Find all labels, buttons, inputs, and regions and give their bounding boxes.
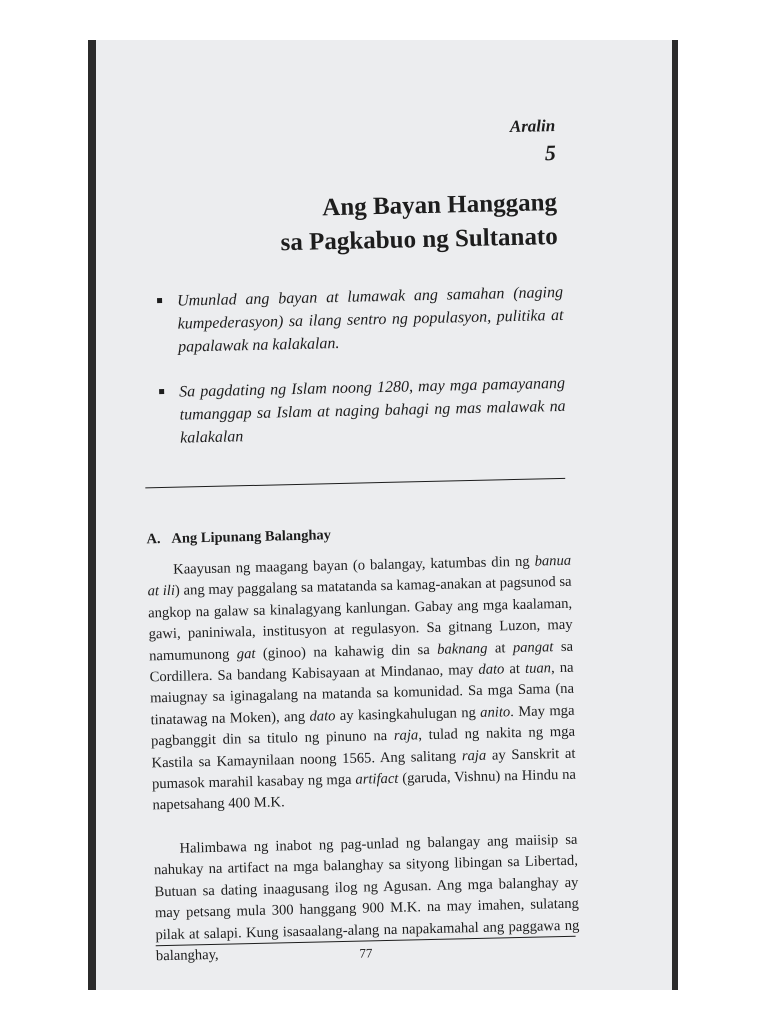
italic-term: baknang	[436, 640, 488, 658]
italic-term: banua at ili	[147, 552, 572, 600]
text-run: , tulad ng nakita ng mga Kastila sa Kamaynilaan noong 1565. Ang salitang	[151, 723, 576, 771]
body-text	[147, 551, 581, 990]
text-run: (ginoo) na kahawig din sa	[255, 641, 438, 662]
italic-term: raja	[461, 747, 487, 764]
summary-bullet-text: Umunlad ang bayan at lumawak ang samahan (naging kumpederasyon) sa ilang sentro ng populasyon, pulitika at papalawak na kalakalan.	[176, 283, 564, 356]
text-run: ay kasingkahulugan ng	[335, 704, 481, 724]
italic-term: anito	[480, 704, 511, 721]
italic-term: dato	[478, 661, 505, 678]
book-page	[96, 40, 672, 990]
summary-bullet	[155, 372, 566, 450]
page-number: 77	[359, 945, 373, 961]
text-run: Kaayusan ng maagang bayan (o balangay, katumbas din ng	[173, 553, 535, 578]
italic-term: pangat	[512, 638, 554, 656]
body-paragraph: Halimbawa ng inabot ng pag-unlad ng balangay ang maiisip sa nahukay na artifact na mga balanghay sa sityong libingan sa Libertad, Butuan sa dating inaagusang ilog ng Agusan. Ang mga balanghay ay may petsang mula 300 hanggang 900 M.K. na may imahen, sulatang pilak at salapi. Kung isasaalang-alang na napakamahal ang paggawa ng balanghay,	[153, 831, 580, 965]
text-run: , na maiugnay sa iginagalang na matanda sa komunidad. Sa mga Sama (na tinatawag na Moken), ang	[149, 659, 575, 729]
divider-rule	[145, 478, 565, 489]
square-bullet-icon	[157, 298, 162, 303]
italic-term: tuan	[524, 660, 552, 677]
text-run: at	[487, 639, 514, 657]
chapter-title-line-1: Ang Bayan Hanggang	[321, 188, 558, 222]
text-run: ) ang may paggalang sa matatanda sa kamag-anakan at pagsunod sa angkop na galaw sa kinalagyang kanlungan. Gabay ang mga kaalaman, gawi, paniniwala, institusyon at regulasyon. Sa gitnang Luzon, may namumunong	[147, 574, 573, 664]
summary-bullet	[153, 281, 564, 359]
body-paragraph	[147, 551, 577, 817]
section-heading	[146, 527, 331, 548]
italic-term: gat	[236, 645, 256, 662]
text-run: ay Sanskrit at pumasok marahil kasabay ng mga	[151, 745, 576, 793]
text-run: at	[504, 660, 526, 678]
lesson-label: Aralin	[509, 116, 556, 137]
italic-term: artifact	[355, 770, 399, 788]
text-run: (garuda, Vishnu) na Hindu na napetsahang 400 M.K.	[152, 766, 577, 814]
square-bullet-icon	[159, 389, 164, 394]
chapter-title	[137, 186, 558, 264]
text-run: sa Cordillera. Sa bandang Kabisayaan at Mindanao, may	[149, 638, 574, 686]
page-content	[85, 34, 682, 997]
lesson-number: 5	[544, 140, 557, 166]
summary-bullet-text: Sa pagdating ng Islam noong 1280, may mga pamayanang tumanggap sa Islam at naging bahagi ng mas malawak na kalakalan	[178, 374, 566, 447]
section-letter: A.	[146, 531, 161, 548]
section-heading-text: Ang Lipunang Balanghay	[171, 527, 332, 547]
text-run: . May mga pagbanggit din sa titulo ng pinuno na	[150, 702, 575, 750]
italic-term: dato	[309, 707, 336, 725]
italic-term: raja	[393, 727, 419, 745]
chapter-title-line-2: sa Pagkabuo ng Sultanato	[280, 222, 559, 257]
summary-bullets	[153, 281, 567, 472]
